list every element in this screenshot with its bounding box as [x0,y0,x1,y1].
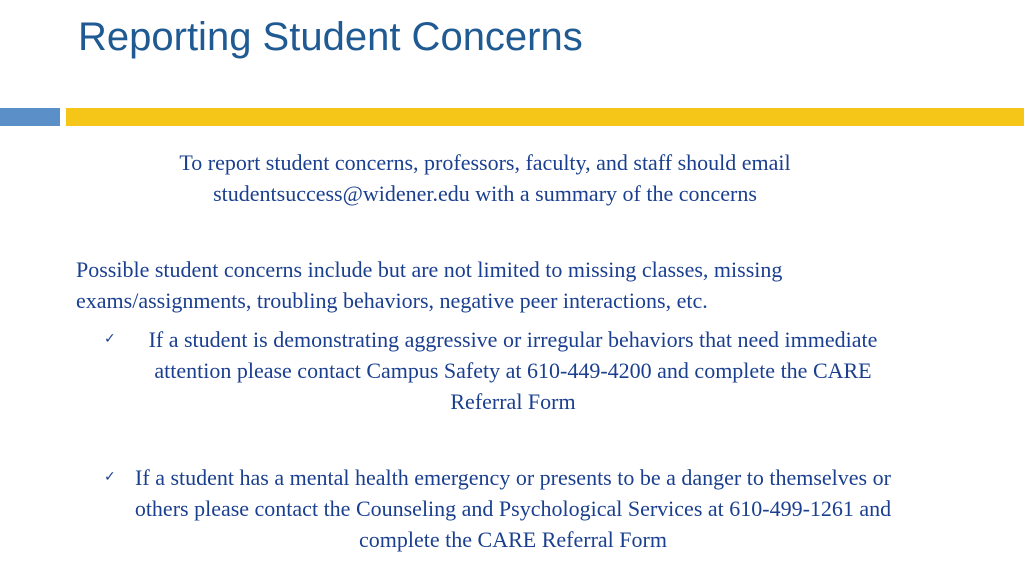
accent-bar-blue [0,108,60,126]
bullet-text: If a student is demonstrating aggressive or irregular behaviors that need immediate attention please contact Campus Safety at 610-449-4200 and complete the CARE Referral Form [148,327,878,414]
concerns-paragraph: Possible student concerns include but are not limited to missing classes, missing exams/assignments, troubling behaviors, negative peer interactions, etc. [76,257,783,313]
slide-title: Reporting Student Concerns [78,15,583,59]
bullet-item-counseling [104,462,898,555]
check-icon: ✓ [104,469,116,485]
intro-paragraph: To report student concerns, professors, faculty, and staff should email studentsuccess@widener.edu with a summary of the concerns [179,150,791,206]
accent-bar-gold [66,108,1024,126]
bullet-text: If a student has a mental health emergency or presents to be a danger to themselves or others please contact the Counseling and Psychological Services at 610-499-1261 and complete the CARE Referral Form [134,465,892,552]
bullet-item-campus-safety [104,324,898,417]
check-icon: ✓ [104,331,116,347]
